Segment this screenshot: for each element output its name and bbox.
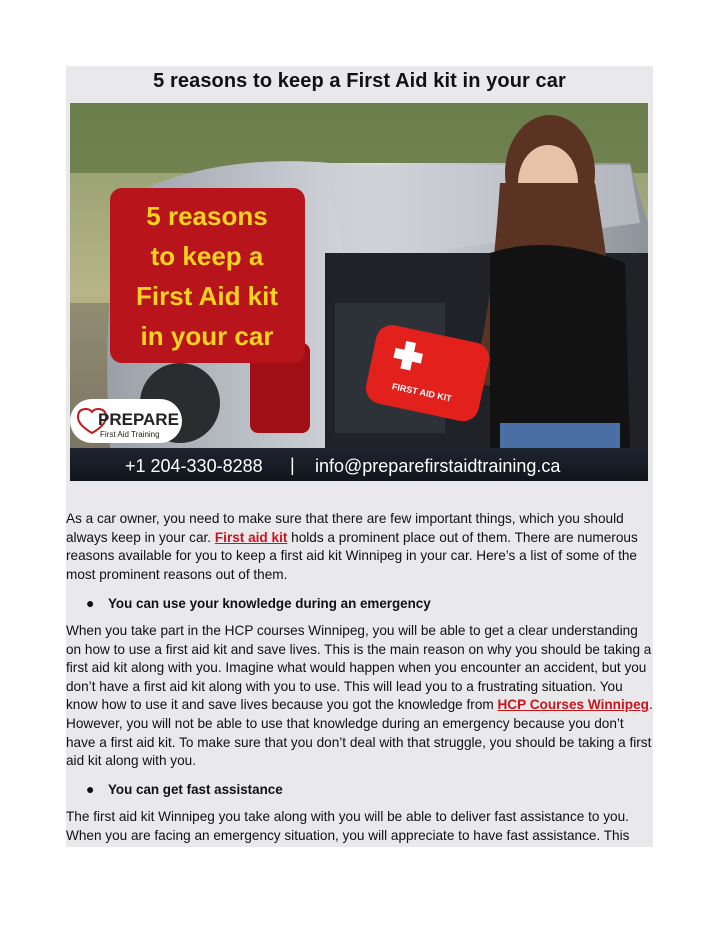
logo-word: PREPARE [98, 410, 179, 429]
hero-headline-line-1: 5 reasons [146, 201, 268, 231]
bullet-text: You can get fast assistance [108, 781, 283, 797]
kit-label: FIRST AID KIT [391, 381, 453, 404]
knowledge-paragraph: When you take part in the HCP courses Winnipeg, you will be able to get a clear understanding on how to use a first aid kit and save lives. This is the main reason on why you should be taking a first aid kit along with you. Imagine what would happen when you encounter an accident, but you don’t have a first aid kit along with you to use. This will lead you to a frustrating situation. You know how to use it and save lives because you got the knowledge from HCP Courses Winnipeg. However, you will not be able to use that knowledge during an emergency because you don’t have a first aid kit. To make sure that you don’t deal with that struggle, you should be taking a first aid kit along with you. [66, 623, 653, 769]
hcp-courses-link[interactable]: HCP Courses Winnipeg [497, 697, 649, 713]
hero-illustration [70, 103, 648, 481]
hero-email: info@preparefirstaidtraining.ca [315, 456, 561, 476]
fast-assistance-paragraph: The first aid kit Winnipeg you take along with you will be able to deliver fast assistance to you. When you are facing an emergency situation, you will appreciate to have fast assistance. This [66, 809, 630, 843]
hero-headline-line-2: to keep a [150, 241, 264, 271]
hero-headline-line-3: First Aid kit [135, 281, 279, 311]
intro-paragraph: As a car owner, you need to make sure that there are few important things, which you should always keep in your car. First aid kit holds a prominent place out of them. There are numerous reasons available for you to keep a first aid kit Winnipeg in your car. Here’s a list of some of the most prominent reasons out of them. [66, 511, 638, 582]
bullet-text: You can use your knowledge during an emergency [108, 595, 431, 611]
bullet-item-fast-assistance [86, 781, 283, 797]
bullet-item-knowledge [86, 595, 431, 611]
hero-phone: +1 204-330-8288 [125, 456, 263, 476]
logo-subtitle: First Aid Training [100, 430, 160, 439]
bullet-dot-icon: ● [86, 595, 95, 611]
page-title: 5 reasons to keep a First Aid kit in your car [153, 70, 566, 92]
document-page [66, 66, 653, 847]
hero-separator: | [290, 455, 295, 475]
hero-image [70, 103, 648, 481]
bullet-dot-icon: ● [86, 781, 95, 797]
hero-headline-line-4: in your car [140, 321, 274, 351]
first-aid-kit-link[interactable]: First aid kit [214, 529, 288, 545]
